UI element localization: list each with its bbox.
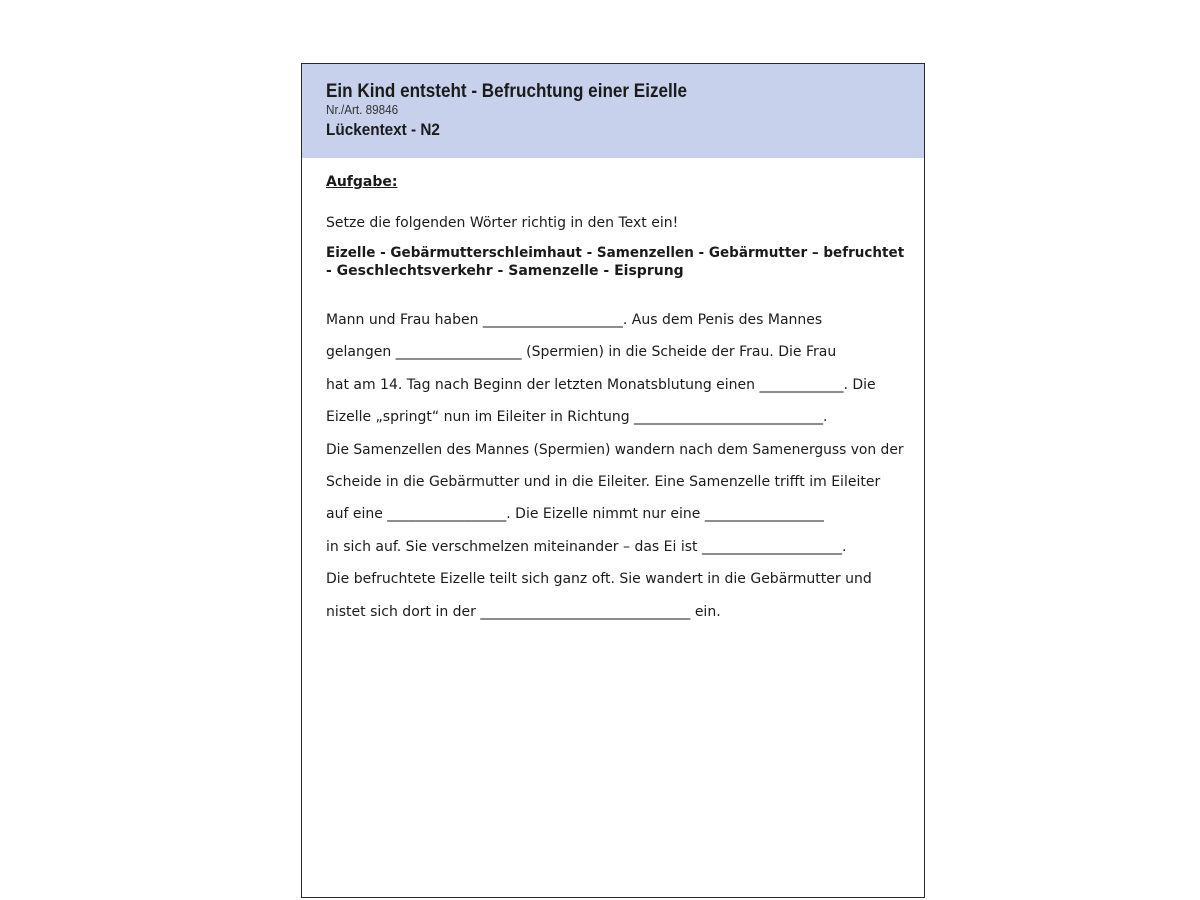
cloze-line: hat am 14. Tag nach Beginn der letzten Monatsblutung einen ____________. Die — [326, 376, 876, 393]
cloze-line: Die Samenzellen des Mannes (Spermien) wandern nach dem Samenerguss von der — [326, 441, 904, 458]
cloze-line: gelangen __________________ (Spermien) in die Scheide der Frau. Die Frau — [326, 344, 837, 361]
task-instruction: Setze die folgenden Wörter richtig in den Text ein! — [326, 215, 679, 231]
cloze-line: in sich auf. Sie verschmelzen miteinander – das Ei ist ____________________. — [326, 538, 847, 555]
cloze-line: Eizelle „springt“ nun im Eileiter in Richtung ___________________________. — [326, 409, 828, 426]
article-number: Nr./Art. 89846 — [326, 102, 399, 117]
task-label: Aufgabe: — [326, 174, 398, 190]
cloze-text — [326, 304, 904, 628]
cloze-line: Mann und Frau haben ____________________. Aus dem Penis des Mannes — [326, 312, 823, 328]
word-bank-line-2: - Geschlechtsverkehr - Samenzelle - Eisprung — [326, 263, 684, 279]
worksheet-body — [302, 158, 924, 628]
worksheet-subtitle: Lückentext - N2 — [326, 120, 440, 139]
worksheet-title: Ein Kind entsteht - Befruchtung einer Eizelle — [326, 81, 688, 102]
worksheet-page — [301, 63, 925, 898]
cloze-line: auf eine _________________. Die Eizelle nimmt nur eine _________________ — [326, 506, 824, 523]
word-bank — [326, 244, 904, 280]
worksheet-header — [302, 64, 924, 158]
cloze-line: Die befruchtete Eizelle teilt sich ganz oft. Sie wandert in die Gebärmutter und — [326, 571, 872, 588]
cloze-line: nistet sich dort in der ______________________________ ein. — [326, 603, 721, 620]
word-bank-line-1: Eizelle - Gebärmutterschleimhaut - Samenzellen - Gebärmutter – befruchtet — [326, 245, 905, 261]
cloze-line: Scheide in die Gebärmutter und in die Eileiter. Eine Samenzelle trifft im Eileiter — [326, 474, 881, 491]
